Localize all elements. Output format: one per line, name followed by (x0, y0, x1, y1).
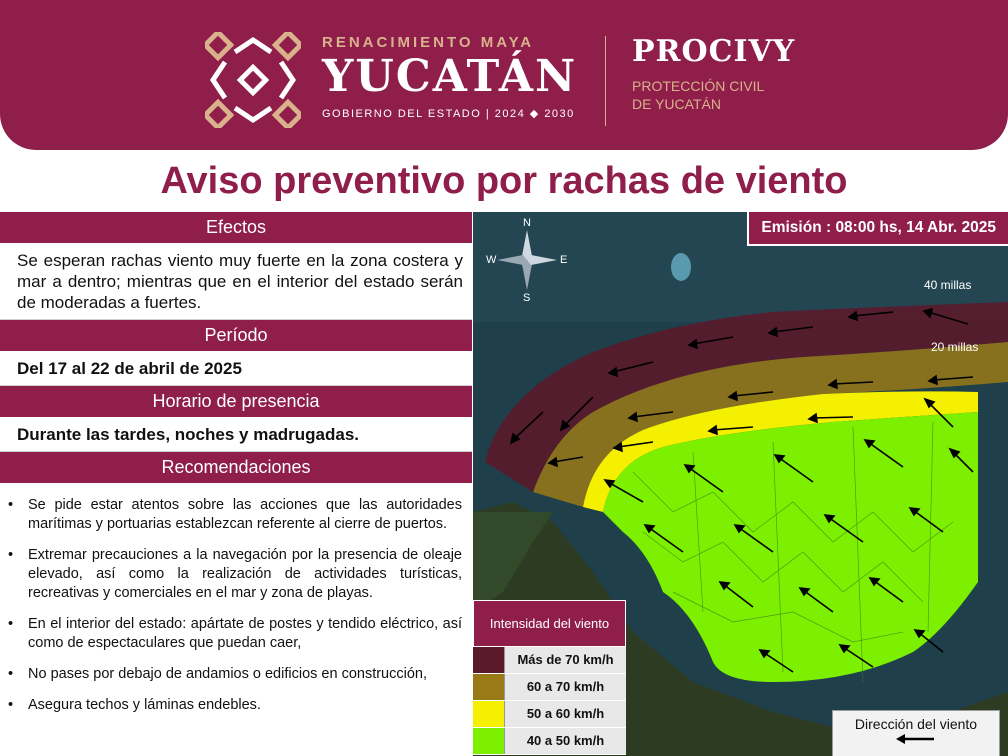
legend-row (473, 647, 626, 674)
compass-east-label: E (560, 254, 568, 266)
header-divider (605, 36, 606, 126)
recommendation-item: • Se pide estar atentos sobre las acciones que las autoridades marítimas y portuarias establezcan referente al cierre de puertos. (8, 496, 462, 534)
compass-north-label: N (523, 217, 531, 229)
legend-label: 40 a 50 km/h (504, 728, 626, 754)
agency-block (632, 34, 795, 113)
header-banner (0, 0, 1008, 150)
agency-title: PROCIVY (632, 34, 796, 69)
wind-direction-key (832, 710, 1000, 756)
legend-swatch-over-70 (473, 647, 504, 673)
compass-west-label: W (486, 254, 497, 266)
yucatan-logo-icon (205, 32, 301, 128)
legend-label: 60 a 70 km/h (504, 674, 626, 700)
legend-row (473, 674, 626, 701)
wind-map (473, 212, 1008, 756)
legend-row (473, 728, 626, 755)
horario-text: Durante las tardes, noches y madrugadas. (0, 418, 472, 452)
periodo-heading: Período (0, 320, 472, 352)
efectos-text: Se esperan rachas viento muy fuerte en la zona costera y mar a dentro; mientras que en el interior del estado serán de moderadas a fuertes. (0, 244, 472, 320)
emission-timestamp: Emisión : 08:00 hs, 14 Abr. 2025 (747, 212, 1008, 246)
legend-row (473, 701, 626, 728)
recomendaciones-heading: Recomendaciones (0, 452, 472, 484)
miles-40-label: 40 millas (924, 278, 972, 292)
legend-title: Intensidad del viento (473, 600, 626, 647)
arrecife-alacranes-island (671, 253, 691, 281)
efectos-heading: Efectos (0, 212, 472, 244)
legend-swatch-60-70 (473, 674, 504, 700)
recommendation-item: • No pases por debajo de andamios o edificios en construcción, (8, 665, 462, 684)
brand-top-text: RENACIMIENTO MAYA (322, 34, 535, 51)
agency-line-2: DE YUCATÁN (632, 96, 721, 112)
horario-heading: Horario de presencia (0, 386, 472, 418)
page-title: Aviso preventivo por rachas de viento (160, 160, 848, 202)
info-panel (0, 212, 472, 756)
recommendation-item: • Asegura techos y láminas endebles. (8, 696, 462, 715)
brand-bottom-text: GOBIERNO DEL ESTADO | 2024 ◆ 2030 (322, 108, 575, 120)
brand-main-text: YUCATÁN (322, 51, 578, 102)
periodo-text: Del 17 al 22 de abril de 2025 (0, 352, 472, 386)
legend-label: Más de 70 km/h (504, 647, 626, 673)
agency-line-1: PROTECCIÓN CIVIL (632, 78, 765, 94)
legend-swatch-50-60 (473, 701, 504, 727)
recommendation-item: • En el interior del estado: apártate de postes y tendido eléctrico, así como de espectaculares que puedan caer, (8, 615, 462, 653)
legend-swatch-40-50 (473, 728, 504, 754)
agency-subtitle (632, 77, 795, 113)
miles-20-label: 20 millas (931, 340, 979, 354)
direction-label: Dirección del viento (854, 716, 978, 732)
recommendation-item: • Extremar precauciones a la navegación por la presencia de oleaje elevado, así como la realización de actividades turísticas, recreativas y comerciales en el mar y zona de playas. (8, 546, 462, 603)
legend-label: 50 a 60 km/h (504, 701, 626, 727)
compass-south-label: S (523, 292, 531, 304)
wind-intensity-legend (473, 600, 626, 755)
recommendations-list (0, 484, 472, 715)
brand-block (322, 34, 582, 120)
left-arrow-icon (896, 732, 936, 746)
